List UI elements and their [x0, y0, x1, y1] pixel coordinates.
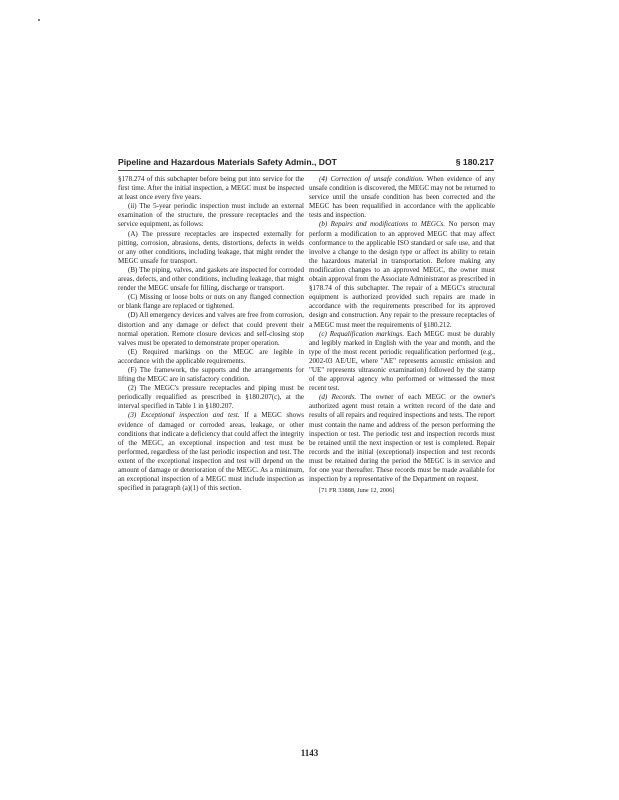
paragraph-text: §178.274 of this subchapter before being put into service for the first time. After the initial inspection, a MEGC must be inspected at least once every five years.	[118, 175, 304, 202]
paragraph-text: When evidence of any unsafe condition is discovered, the MEGC may not be returned to service until the unsafe condition has been corrected and the MEGC has been requalified in accordance with the applicable tests and inspection.	[309, 175, 495, 220]
paragraph-heading: (3) Exceptional inspection and test.	[128, 411, 240, 420]
paragraph	[118, 202, 304, 229]
paragraph	[118, 230, 304, 266]
paragraph-text: (2) The MEGC's pressure receptacles and piping must be periodically requalified as prescribed in §180.207(c), at the interval specified in Table 1 in §180.207.	[118, 384, 304, 411]
paragraph-text: (A) The pressure receptacles are inspected externally for pitting, corrosion, abrasions, dents, distortions, defects in welds or any other conditions, including leakage, that might render the MEGC unsafe for transport.	[118, 229, 304, 265]
page-number: 1143	[300, 748, 319, 758]
paragraph-text: The owner of each MEGC or the owner's authorized agent must retain a written record of the date and results of all repairs and required inspections and tests. The report must contain the name and address of the person performing the inspection or test. The periodic test and inspection records must be retained until the next inspection or test is completed. Repair records and the initial (exceptional) inspection and test records must be retained during the period the MEGC is in service and for one year thereafter. These records must be made available for inspection by a representative of the Department on request.	[309, 393, 495, 484]
scan-speck	[38, 19, 40, 21]
header-section-number: § 180.217	[455, 157, 494, 167]
paragraph-text: If a MEGC shows evidence of damaged or corroded areas, leakage, or other conditions that indicate a deficiency that could affect the integrity of the MEGC, an exceptional inspection and test must be performed, regardless of the last periodic inspection and test. The extent of the exceptional inspection and test will depend on the amount of damage or deterioration of the MEGC. As a minimum, an exceptional inspection of a MEGC must include inspection as specified in paragraph (a)(1) of this section.	[118, 411, 304, 493]
paragraph	[118, 293, 304, 311]
paragraph	[309, 220, 495, 329]
left-text-column	[118, 175, 304, 493]
paragraph	[309, 175, 495, 220]
paragraph-heading: (c) Requalification markings.	[319, 329, 405, 338]
running-header	[118, 156, 494, 171]
paragraph	[118, 411, 304, 493]
paragraph	[309, 393, 495, 484]
paragraph-text: (E) Required markings on the MEGC are legible in accordance with the applicable requirements.	[118, 347, 304, 365]
paragraph-text: (D) All emergency devices and valves are free from corrosion, distortion and any damage or defect that could prevent their normal operation. Remote closure devices and self-closing stop valves must be operated to demonstrate proper operation.	[118, 311, 304, 347]
paragraph-heading: (b) Repairs and modifications to MEGCs.	[319, 220, 446, 229]
right-text-column	[309, 175, 495, 495]
source-citation: [71 FR 33888, June 12, 2006]	[319, 487, 395, 495]
paragraph-heading: (4) Correction of unsafe condition.	[319, 175, 424, 183]
paragraph	[118, 311, 304, 347]
paragraph-text: (B) The piping, valves, and gaskets are inspected for corroded areas, defects, and other conditions, including leakage, that might render the MEGC unsafe for filling, discharge or transport.	[118, 265, 304, 293]
header-agency-title: Pipeline and Hazardous Materials Safety Admin., DOT	[118, 157, 337, 167]
paragraph-text: (F) The framework, the supports and the arrangements for lifting the MEGC are in satisfactory condition.	[118, 365, 304, 384]
paragraph-text: (C) Missing or loose bolts or nuts on any flanged connection or blank flange are replaced or tightened.	[118, 293, 304, 311]
paragraph-text: No person may perform a modification to an approved MEGC that may affect conformance to the applicable ISO standard or safe use, and that involve a change to the design type or affect its ability to retain the hazardous material in transportation. Before making any modification changes to an approved MEGC, the owner must obtain approval from the Associate Administrator as prescribed in §178.74 of this subchapter. The repair of a MEGC's structural equipment is authorized provided such repairs are made in accordance with the requirements prescribed for its approved design and construction. Any repair to the pressure receptacles of a MEGC must meet the requirements of §180.212.	[309, 220, 495, 329]
paragraph-text: Each MEGC must be durably and legibly marked in English with the year and month, and the type of the most recent periodic requalification performed (e.g., 2002-03 AE/UE, where "AE" represents acoustic emission and "UE" represents ultrasonic examination) followed by the stamp of the approval agency who performed or witnessed the most recent test.	[309, 329, 495, 393]
paragraph-heading: (d) Records.	[319, 393, 357, 402]
paragraph	[118, 384, 304, 411]
paragraph	[118, 366, 304, 384]
paragraph	[118, 348, 304, 366]
paragraph-text: (ii) The 5-year periodic inspection must include an external examination of the structure, the pressure receptacles and the service equipment, as follows:	[118, 202, 304, 229]
paragraph	[118, 266, 304, 293]
paragraph	[118, 175, 304, 202]
paragraph	[309, 330, 495, 394]
